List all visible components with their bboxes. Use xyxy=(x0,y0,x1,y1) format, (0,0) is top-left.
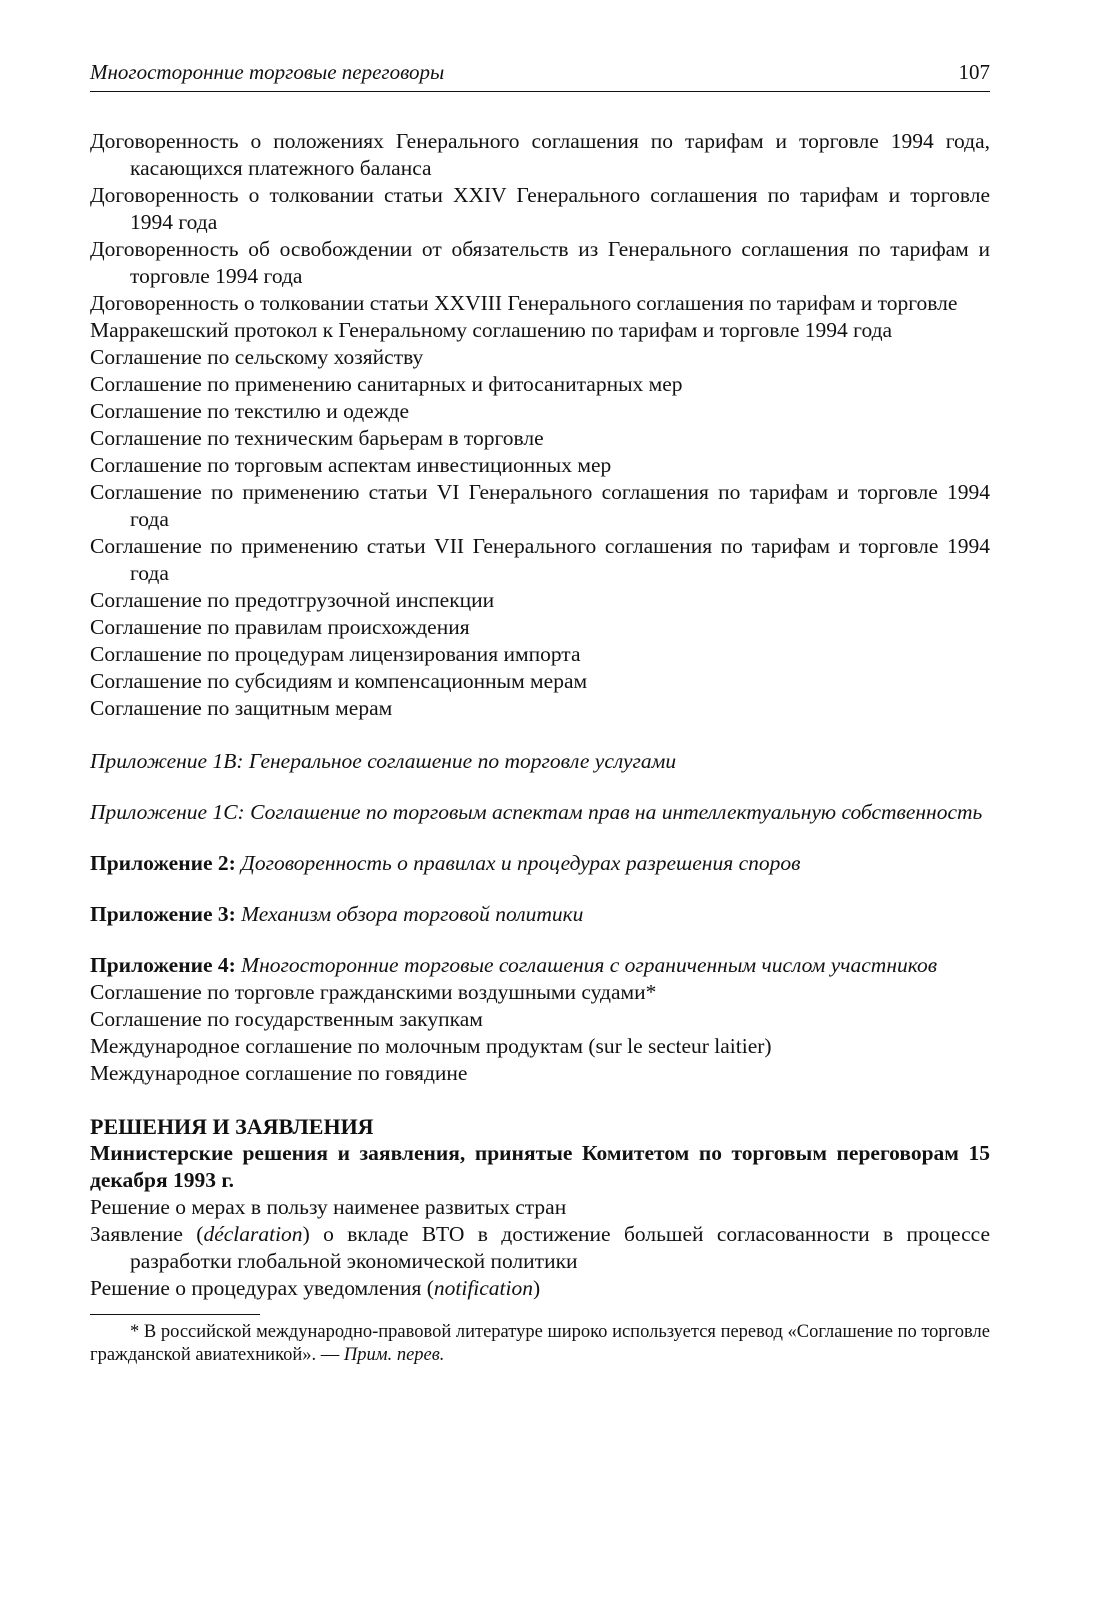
list-item-text: ) xyxy=(533,1276,541,1300)
list-item: Марракешский протокол к Генеральному соглашению по тарифам и торговле 1994 года xyxy=(90,318,893,342)
list-item: Договоренность о положениях Генерального соглашения по тарифам и торговле 1994 года, касающихся платежного баланса xyxy=(90,129,990,180)
list-item: Соглашение по техническим барьерам в торговле xyxy=(90,426,544,450)
list-item: Соглашение по текстилю и одежде xyxy=(90,399,410,423)
list-item: Договоренность о толковании статьи XXIV Генерального соглашения по тарифам и торговле 1994 года xyxy=(90,183,990,234)
list-item-text: ) о вкладе ВТО в достижение большей согласованности в процессе разработки глобальной экономической политики xyxy=(130,1222,990,1273)
list-item: Соглашение по предотгрузочной инспекции xyxy=(90,588,495,612)
list-item xyxy=(90,1275,990,1302)
list-item: Соглашение по торговым аспектам инвестиционных мер xyxy=(90,453,612,477)
annex-3-text: Механизм обзора торговой политики xyxy=(241,902,584,926)
running-title: Многосторонние торговые переговоры xyxy=(90,60,445,84)
annex-1b-text: Приложение 1В: Генеральное соглашение по торговле услугами xyxy=(90,749,677,773)
annex-1b xyxy=(90,748,990,775)
page xyxy=(90,60,990,1367)
list-item: Договоренность об освобождении от обязательств из Генерального соглашения по тарифам и торговле 1994 года xyxy=(90,237,990,288)
list-item-text: Решение о процедурах уведомления ( xyxy=(90,1276,434,1300)
annex-2-text: Договоренность о правилах и процедурах разрешения споров xyxy=(241,851,801,875)
section-subtitle: Министерские решения и заявления, принятые Комитетом по торговым переговорам 15 декабря 1993 г. xyxy=(90,1141,990,1192)
footnote xyxy=(90,1321,990,1367)
annex-4-text: Многосторонние торговые соглашения с ограниченным числом участников xyxy=(241,953,938,977)
list-item: Соглашение по защитным мерам xyxy=(90,696,393,720)
list-item: Соглашение по применению санитарных и фитосанитарных мер xyxy=(90,372,683,396)
annex-3 xyxy=(90,901,990,928)
list-item-italic: déclaration xyxy=(203,1222,303,1246)
list-item: Соглашение по субсидиям и компенсационным мерам xyxy=(90,669,588,693)
annex-4 xyxy=(90,952,990,979)
list-item: Соглашение по применению статьи VII Генерального соглашения по тарифам и торговле 1994 года xyxy=(90,534,990,585)
list-item: Соглашение по государственным закупкам xyxy=(90,1007,483,1031)
section-title: РЕШЕНИЯ И ЗАЯВЛЕНИЯ xyxy=(90,1114,374,1139)
agreements-list xyxy=(90,128,990,722)
annex-2 xyxy=(90,850,990,877)
annex-3-label: Приложение 3: xyxy=(90,902,236,926)
footnote-note: Прим. перев. xyxy=(343,1345,445,1365)
list-item: Договоренность о толковании статьи XXVIII Генерального соглашения по тарифам и торговле xyxy=(90,291,958,315)
list-item: Соглашение по торговле гражданскими воздушными судами* xyxy=(90,980,657,1004)
list-item xyxy=(90,1221,990,1275)
page-number: 107 xyxy=(958,60,990,84)
list-item-text: Заявление ( xyxy=(90,1222,204,1246)
list-item: Соглашение по применению статьи VI Генерального соглашения по тарифам и торговле 1994 года xyxy=(90,480,990,531)
footnote-divider xyxy=(90,1314,260,1315)
list-item: Соглашение по сельскому хозяйству xyxy=(90,345,424,369)
footnote-text: * В российской международно-правовой литературе широко используется перевод «Соглашение по торговле гражданской авиатехникой». — xyxy=(90,1322,990,1365)
list-item: Международное соглашение по говядине xyxy=(90,1061,468,1085)
running-header xyxy=(90,60,990,92)
annex-1c-text: Приложение 1С: Соглашение по торговым аспектам прав на интеллектуальную собственность xyxy=(90,800,983,824)
list-item-italic: notification xyxy=(433,1276,534,1300)
list-item: Решение о мерах в пользу наименее развитых стран xyxy=(90,1195,567,1219)
list-item: Соглашение по правилам происхождения xyxy=(90,615,470,639)
list-item: Международное соглашение по молочным продуктам (sur le secteur laitier) xyxy=(90,1034,772,1058)
annex-4-label: Приложение 4: xyxy=(90,953,236,977)
annex-1c xyxy=(90,799,990,826)
annex-2-label: Приложение 2: xyxy=(90,851,236,875)
list-item: Соглашение по процедурам лицензирования импорта xyxy=(90,642,581,666)
